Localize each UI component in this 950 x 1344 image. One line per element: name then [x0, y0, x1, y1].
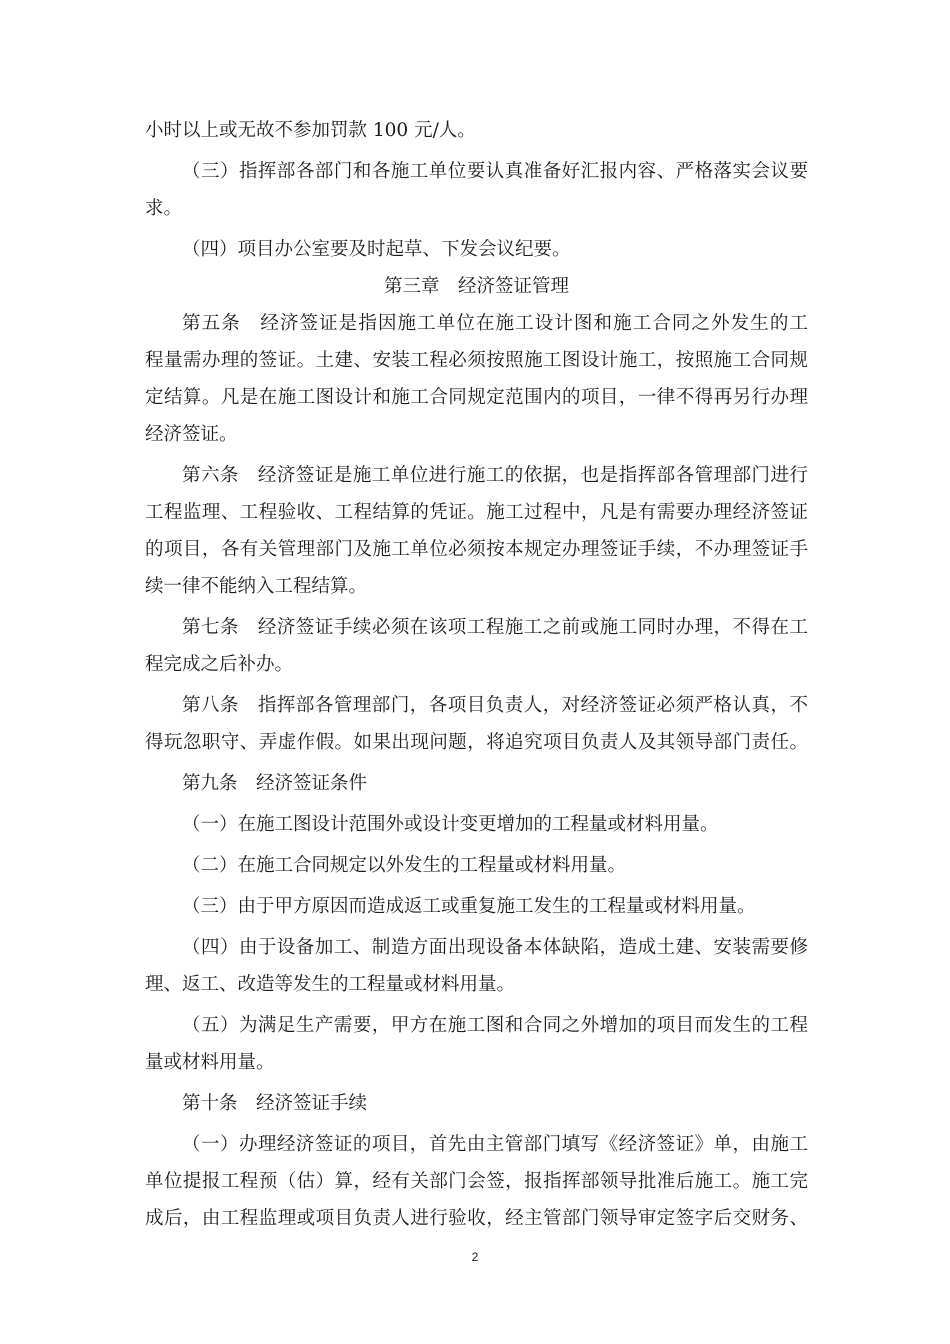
text-line: 的项目，各有关管理部门及施工单位必须按本规定办理签证手续，不办理签证手: [145, 539, 808, 560]
text-line: 工程监理、工程验收、工程结算的凭证。施工过程中，凡是有需要办理经济签证: [145, 502, 808, 523]
list-item: （四）由于设备加工、制造方面出现设备本体缺陷，造成土建、安装需要修: [182, 937, 808, 958]
paragraph-line: 第十条 经济签证手续: [182, 1093, 368, 1114]
paragraph-line: 第九条 经济签证条件: [182, 773, 368, 794]
list-item: （一）办理经济签证的项目，首先由主管部门填写《经济签证》单，由施工: [182, 1134, 808, 1155]
text-line: 经济签证。: [145, 424, 238, 445]
chapter-heading: 第三章 经济签证管理: [383, 276, 569, 297]
list-item: （五）为满足生产需要，甲方在施工图和合同之外增加的项目而发生的工程: [182, 1015, 808, 1036]
paragraph-line: 第五条 经济签证是指因施工单位在施工设计图和施工合同之外发生的工: [182, 313, 808, 334]
text-line: 量或材料用量。: [145, 1052, 275, 1073]
text-line: 求。: [145, 198, 183, 219]
paragraph-line: （三）指挥部各部门和各施工单位要认真准备好汇报内容、严格落实会议要: [182, 161, 808, 182]
text-line: 成后，由工程监理或项目负责人进行验收，经主管部门领导审定签字后交财务、: [145, 1208, 808, 1229]
text-line: 程完成之后补办。: [145, 654, 294, 675]
text-line: 小时以上或无故不参加罚款 100 元/人。: [145, 120, 476, 141]
page-number: 2: [471, 1250, 479, 1264]
paragraph-line: 第七条 经济签证手续必须在该项工程施工之前或施工同时办理，不得在工: [182, 617, 808, 638]
paragraph-line: 第六条 经济签证是施工单位进行施工的依据，也是指挥部各管理部门进行: [182, 465, 808, 486]
text-line: 程量需办理的签证。土建、安装工程必须按照施工图设计施工，按照施工合同规: [145, 350, 808, 371]
list-item: （一）在施工图设计范围外或设计变更增加的工程量或材料用量。: [182, 814, 719, 835]
list-item: （二）在施工合同规定以外发生的工程量或材料用量。: [182, 855, 627, 876]
text-line: 理、返工、改造等发生的工程量或材料用量。: [145, 974, 516, 995]
list-item: （三）由于甲方原因而造成返工或重复施工发生的工程量或材料用量。: [182, 896, 756, 917]
page-body: [145, 112, 808, 1237]
paragraph-line: 第八条 指挥部各管理部门，各项目负责人，对经济签证必须严格认真，不: [182, 695, 808, 716]
paragraph-line: （四）项目办公室要及时起草、下发会议纪要。: [182, 239, 571, 260]
text-line: 单位提报工程预（估）算，经有关部门会签，报指挥部领导批准后施工。施工完: [145, 1171, 808, 1192]
text-line: 得玩忽职守、弄虚作假。如果出现问题，将追究项目负责人及其领导部门责任。: [145, 732, 808, 753]
text-line: 续一律不能纳入工程结算。: [145, 576, 368, 597]
text-line: 定结算。凡是在施工图设计和施工合同规定范围内的项目，一律不得再另行办理: [145, 387, 808, 408]
